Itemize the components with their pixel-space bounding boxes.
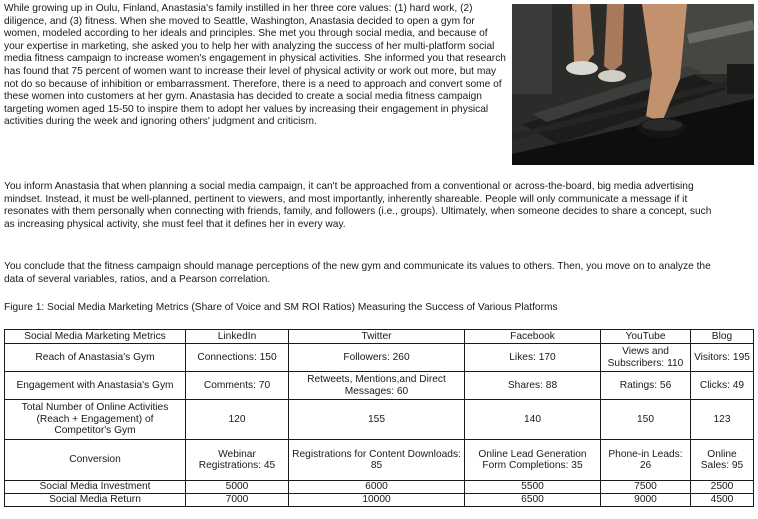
table-cell: 2500 bbox=[691, 481, 754, 494]
campaign-paragraph: You inform Anastasia that when planning a social media campaign, it can't be approached from a conventional or across-the-board, big media advertising mindset. Instead, it must be well-planned, pertinent to viewers, and most importantly, inherently shareable. People will only communicate a message if it resonates with them personally when connecting with friends, family, and followers (i.e., groups). Ultimately, when someone decides to share a concept, such as increasing physical activity, she must feel that it defines her in every way. bbox=[4, 181, 712, 230]
table-cell: Online Sales: 95 bbox=[691, 440, 754, 481]
table-cell: Conversion bbox=[5, 440, 186, 481]
table-cell: Ratings: 56 bbox=[601, 372, 691, 400]
table-header-row bbox=[5, 330, 754, 344]
header-twitter: Twitter bbox=[289, 330, 465, 344]
table-cell: Connections: 150 bbox=[186, 344, 289, 372]
table-cell: Total Number of Online Activities (Reach + Engagement) of Competitor's Gym bbox=[5, 400, 186, 440]
table-cell: 155 bbox=[289, 400, 465, 440]
table-cell: Online Lead Generation Form Completions: 35 bbox=[465, 440, 601, 481]
header-youtube: YouTube bbox=[601, 330, 691, 344]
treadmill-photo bbox=[512, 4, 754, 165]
table-cell: 150 bbox=[601, 400, 691, 440]
table-cell: Followers: 260 bbox=[289, 344, 465, 372]
table-cell: Reach of Anastasia's Gym bbox=[5, 344, 186, 372]
table-cell: 5500 bbox=[465, 481, 601, 494]
table-cell: 120 bbox=[186, 400, 289, 440]
table-cell: 5000 bbox=[186, 481, 289, 494]
table-row bbox=[5, 344, 754, 372]
table-cell: Visitors: 195 bbox=[691, 344, 754, 372]
table-cell: Comments: 70 bbox=[186, 372, 289, 400]
table-cell: Webinar Registrations: 45 bbox=[186, 440, 289, 481]
table-cell: Social Media Investment bbox=[5, 481, 186, 494]
intro-paragraph: While growing up in Oulu, Finland, Anastasia's family instilled in her three core values: (1) hard work, (2) diligence, and (3) fitness. When she moved to Seattle, Washington, Anastasia decided to open a gym for women, modeled according to her ideals and principles. She met you through social media, and because of your expertise in marketing, she asked you to help her with analyzing the success of her multi-platform social media fitness campaign to increase women's engagement in physical activities. She informed you that research has found that 75 percent of women want to increase their level of physical activity or work out more, but may not do so because of inhibition or embarrassment. Therefore, there is a need to approach and convert some of these women into customers at her gym. Anastasia has decided to create a social media fitness campaign targeting women aged 15-50 to inspire them to adopt her values by increasing their engagement in physical activities during the week and ignoring others' judgment and criticism. bbox=[4, 3, 506, 128]
table-cell: 123 bbox=[691, 400, 754, 440]
table-row bbox=[5, 372, 754, 400]
table-row bbox=[5, 481, 754, 494]
table-cell: Registrations for Content Downloads: 85 bbox=[289, 440, 465, 481]
header-metrics: Social Media Marketing Metrics bbox=[5, 330, 186, 344]
table-cell: 4500 bbox=[691, 494, 754, 507]
metrics-table bbox=[4, 329, 754, 507]
table-cell: 9000 bbox=[601, 494, 691, 507]
header-blog: Blog bbox=[691, 330, 754, 344]
table-cell: 7500 bbox=[601, 481, 691, 494]
table-row bbox=[5, 494, 754, 507]
table-cell: Views and Subscribers: 110 bbox=[601, 344, 691, 372]
table-cell: 6500 bbox=[465, 494, 601, 507]
table-cell: 10000 bbox=[289, 494, 465, 507]
header-linkedin: LinkedIn bbox=[186, 330, 289, 344]
header-facebook: Facebook bbox=[465, 330, 601, 344]
figure-caption: Figure 1: Social Media Marketing Metrics (Share of Voice and SM ROI Ratios) Measuring the Success of Various Platforms bbox=[4, 302, 558, 313]
table-cell: Phone-in Leads: 26 bbox=[601, 440, 691, 481]
table-cell: Likes: 170 bbox=[465, 344, 601, 372]
table-cell: Engagement with Anastasia's Gym bbox=[5, 372, 186, 400]
table-row bbox=[5, 400, 754, 440]
conclusion-paragraph: You conclude that the fitness campaign should manage perceptions of the new gym and communicate its values to others. Then, you move on to analyze the data of several variables, ratios, and a Pearson correlation. bbox=[4, 261, 711, 285]
table-cell: Shares: 88 bbox=[465, 372, 601, 400]
table-row bbox=[5, 440, 754, 481]
table-cell: Social Media Return bbox=[5, 494, 186, 507]
table-cell: 6000 bbox=[289, 481, 465, 494]
table-cell: 7000 bbox=[186, 494, 289, 507]
table-cell: Retweets, Mentions,and Direct Messages: 60 bbox=[289, 372, 465, 400]
table-cell: 140 bbox=[465, 400, 601, 440]
table-cell: Clicks: 49 bbox=[691, 372, 754, 400]
